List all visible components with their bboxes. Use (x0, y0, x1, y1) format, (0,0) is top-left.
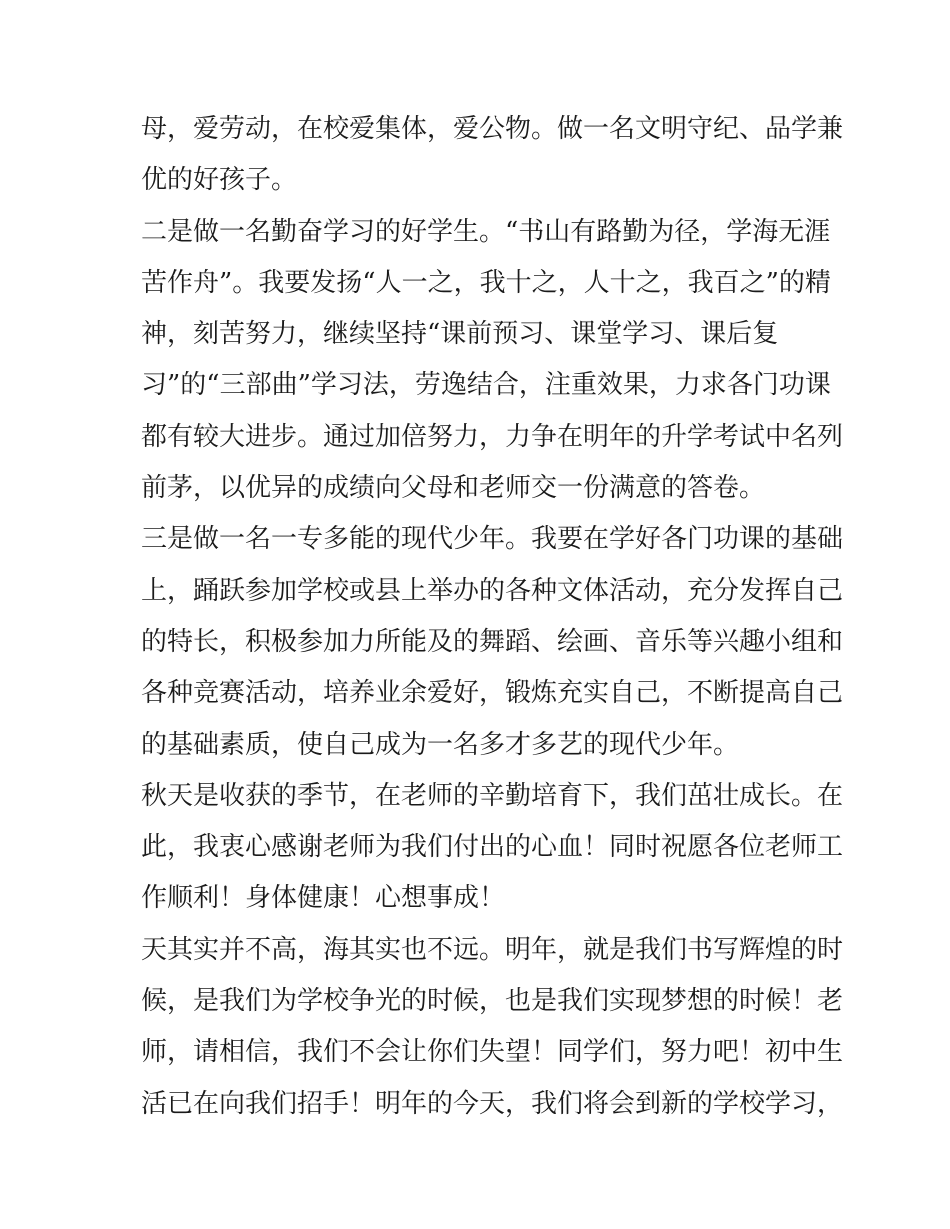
text-line: 各种竞赛活动，培养业余爱好，锻炼充实自己，不断提高自己 (141, 678, 844, 709)
text-line: 母，爱劳动，在校爱集体，爱公物。做一名文明守纪、品学兼 (141, 114, 844, 144)
text-line: 三是做一名一专多能的现代少年。我要在学好各门功课的基础 (141, 524, 844, 555)
text-line: 神，刻苦努力，继续坚持“课前预习、课堂学习、课后复 (141, 319, 779, 350)
text-line: 苦作舟”。我要发扬“人一之，我十之，人十之，我百之”的精 (141, 267, 831, 298)
text-line: 活已在向我们招手！明年的今天，我们将会到新的学校学习， (141, 1088, 844, 1119)
text-line: 天其实并不高，海其实也不远。明年，就是我们书写辉煌的时 (141, 934, 844, 965)
text-line: 候，是我们为学校争光的时候，也是我们实现梦想的时候！老 (141, 986, 844, 1017)
text-line: 的基础素质，使自己成为一名多才多艺的现代少年。 (141, 729, 740, 760)
text-line: 优的好孩子。 (141, 165, 298, 196)
text-line: 师，请相信，我们不会让你们失望！同学们，努力吧！初中生 (141, 1037, 844, 1068)
text-line: 都有较大进步。通过加倍努力，力争在明年的升学考试中名列 (141, 421, 844, 452)
text-line: 秋天是收获的季节，在老师的辛勤培育下，我们茁壮成长。在 (141, 780, 844, 811)
text-line: 的特长，积极参加力所能及的舞蹈、绘画、音乐等兴趣小组和 (141, 626, 844, 657)
text-line: 作顺利！身体健康！心想事成！ (141, 883, 506, 914)
text-line: 上，踊跃参加学校或县上举办的各种文体活动，充分发挥自己 (141, 575, 844, 606)
text-line: 习”的“三部曲”学习法，劳逸结合，注重效果，力求各门功课 (141, 370, 831, 401)
text-line: 前茅，以优异的成绩向父母和老师交一份满意的答卷。 (141, 473, 766, 504)
text-line: 此，我衷心感谢老师为我们付出的心血！同时祝愿各位老师工 (141, 832, 844, 863)
body-text (141, 104, 844, 1130)
text-line: 二是做一名勤奋学习的好学生。“书山有路勤为径，学海无涯 (141, 216, 831, 247)
